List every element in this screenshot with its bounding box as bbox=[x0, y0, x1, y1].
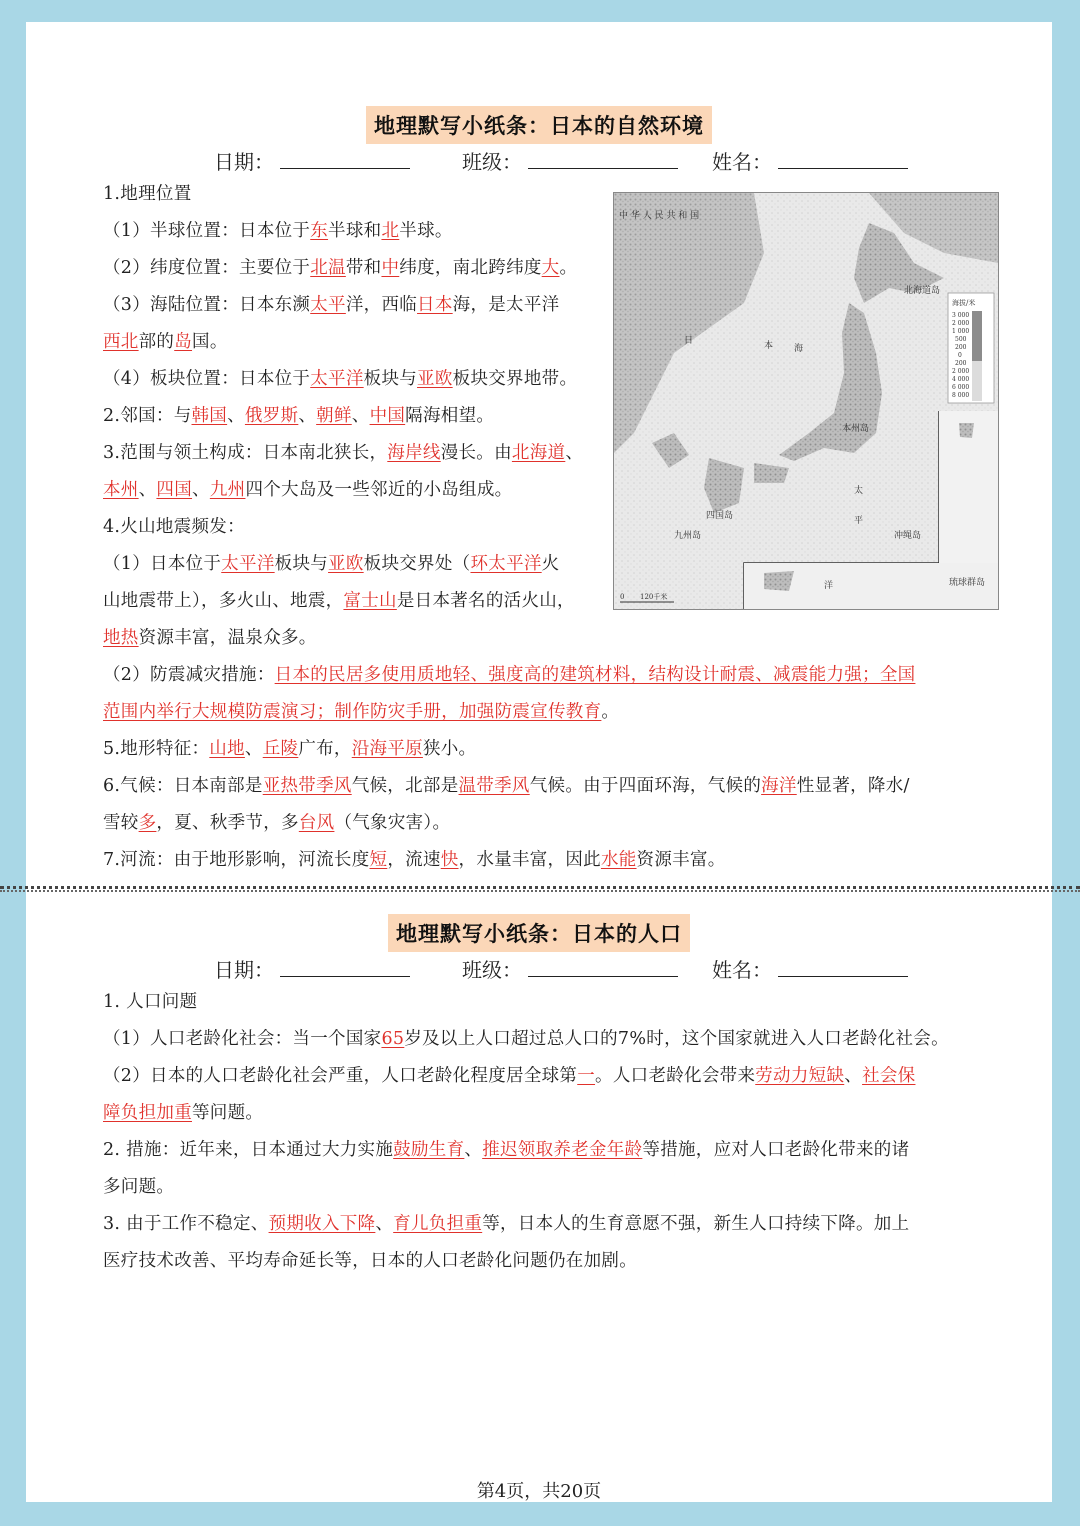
svg-text:本: 本 bbox=[764, 341, 774, 351]
svg-text:0: 0 bbox=[620, 593, 625, 601]
japan-map bbox=[613, 192, 999, 610]
pop-item-3b: 医疗技术改善、平均寿命延长等，日本的人口老龄化问题仍在加剧。 bbox=[103, 1251, 637, 1271]
item-4-1: （1）日本位于太平洋板块与亚欧板块交界处（环太平洋火 bbox=[103, 554, 560, 574]
item-1-3: （3）海陆位置：日本东濒太平洋，西临日本海，是太平洋 bbox=[103, 295, 560, 315]
item-3: 3.范围与领土构成：日本南北狭长，海岸线漫长。由北海道、 bbox=[103, 443, 584, 463]
section-title-population: 地理默写小纸条：日本的人口 bbox=[26, 914, 1052, 952]
svg-text:本州岛: 本州岛 bbox=[842, 424, 870, 434]
item-3b: 本州、四国、九州四个大岛及一些邻近的小岛组成。 bbox=[103, 480, 513, 500]
population-content bbox=[103, 984, 1003, 1280]
date-field[interactable]: 日期： bbox=[214, 146, 410, 175]
cut-line-2 bbox=[0, 890, 1080, 892]
japan-map-figure bbox=[614, 193, 998, 609]
svg-text:500: 500 bbox=[955, 336, 967, 343]
svg-text:四国岛: 四国岛 bbox=[706, 511, 734, 521]
pop-item-1-2b: 障负担加重等问题。 bbox=[103, 1103, 264, 1123]
svg-text:海拔/米: 海拔/米 bbox=[952, 299, 976, 307]
svg-text:6 000: 6 000 bbox=[952, 384, 970, 391]
name-field[interactable]: 姓名： bbox=[712, 146, 908, 175]
worksheet-page bbox=[26, 22, 1052, 1502]
item-1-4: （4）板块位置：日本位于太平洋板块与亚欧板块交界地带。 bbox=[103, 369, 578, 389]
svg-text:太: 太 bbox=[854, 486, 864, 496]
svg-text:0: 0 bbox=[958, 352, 962, 359]
svg-text:九州岛: 九州岛 bbox=[674, 531, 702, 541]
item-1-2: （2）纬度位置：主要位于北温带和中纬度，南北跨纬度大。 bbox=[103, 258, 578, 278]
svg-text:3 000: 3 000 bbox=[952, 312, 970, 319]
pop-item-2b: 多问题。 bbox=[103, 1177, 175, 1197]
svg-text:洋: 洋 bbox=[824, 581, 834, 591]
pop-item-1-1: （1）人口老龄化社会：当一个国家65岁及以上人口超过总人口的7%时，这个国家就进入人口老龄化社会。 bbox=[103, 1029, 949, 1049]
section-title-nature: 地理默写小纸条：日本的自然环境 bbox=[26, 106, 1052, 144]
item-4: 4.火山地震频发： bbox=[103, 517, 245, 537]
item-1: 1.地理位置 bbox=[103, 184, 192, 204]
item-4-1b: 山地震带上），多火山、地震，富士山是日本著名的活火山， bbox=[103, 591, 575, 611]
svg-text:200: 200 bbox=[955, 344, 967, 351]
pop-item-1-2: （2）日本的人口老龄化社会严重，人口老龄化程度居全球第一。人口老龄化会带来劳动力短缺、社会保 bbox=[103, 1066, 916, 1086]
svg-text:北海道岛: 北海道岛 bbox=[904, 286, 941, 296]
svg-text:日: 日 bbox=[684, 336, 694, 346]
svg-text:2 000: 2 000 bbox=[952, 320, 970, 327]
pop-item-3: 3. 由于工作不稳定、预期收入下降、育儿负担重等，日本人的生育意愿不强，新生人口持续下降。加上 bbox=[103, 1214, 910, 1234]
class-field-2[interactable]: 班级： bbox=[462, 954, 678, 983]
svg-text:冲绳岛: 冲绳岛 bbox=[894, 531, 922, 541]
cut-line bbox=[0, 886, 1080, 889]
svg-text:平: 平 bbox=[854, 516, 864, 526]
pop-item-1: 1. 人口问题 bbox=[103, 992, 198, 1012]
item-6: 6.气候：日本南部是亚热带季风气候，北部是温带季风气候。由于四面环海，气候的海洋性显著，降水/ bbox=[103, 776, 910, 796]
item-1-3b: 西北部的岛国。 bbox=[103, 332, 228, 352]
item-2: 2.邻国：与韩国、俄罗斯、朝鲜、中国隔海相望。 bbox=[103, 406, 495, 426]
svg-text:琉球群岛: 琉球群岛 bbox=[949, 578, 986, 588]
svg-text:海: 海 bbox=[794, 344, 804, 354]
item-4-2: （2）防震减灾措施：日本的民居多使用质地轻、强度高的建筑材料，结构设计耐震、减震能力强；全国 bbox=[103, 665, 916, 685]
class-field[interactable]: 班级： bbox=[462, 146, 678, 175]
item-6b: 雪较多，夏、秋季节，多台风（气象灾害）。 bbox=[103, 813, 451, 833]
date-field-2[interactable]: 日期： bbox=[214, 954, 410, 983]
item-5: 5.地形特征：山地、丘陵广布，沿海平原狭小。 bbox=[103, 739, 477, 759]
item-7: 7.河流：由于地形影响，河流长度短，流速快，水量丰富，因此水能资源丰富。 bbox=[103, 850, 726, 870]
item-4-2b: 范围内举行大规模防震演习；制作防灾手册，加强防震宣传教育。 bbox=[103, 702, 620, 722]
pop-item-2: 2. 措施：近年来，日本通过大力实施鼓励生育、推迟领取养老金年龄等措施，应对人口老龄化带来的诸 bbox=[103, 1140, 910, 1160]
page-footer: 第4页，共20页 bbox=[476, 1481, 602, 1502]
svg-text:4 000: 4 000 bbox=[952, 376, 970, 383]
svg-text:1 000: 1 000 bbox=[952, 328, 970, 335]
svg-text:中 华 人 民 共 和 国: 中 华 人 民 共 和 国 bbox=[619, 211, 700, 221]
svg-text:8 000: 8 000 bbox=[952, 392, 970, 399]
name-field-2[interactable]: 姓名： bbox=[712, 954, 908, 983]
svg-text:200: 200 bbox=[955, 360, 967, 367]
item-1-1: （1）半球位置：日本位于东半球和北半球。 bbox=[103, 221, 453, 241]
item-4-1c: 地热资源丰富，温泉众多。 bbox=[103, 628, 317, 648]
svg-text:2 000: 2 000 bbox=[952, 368, 970, 375]
svg-text:120千米: 120千米 bbox=[640, 593, 668, 601]
